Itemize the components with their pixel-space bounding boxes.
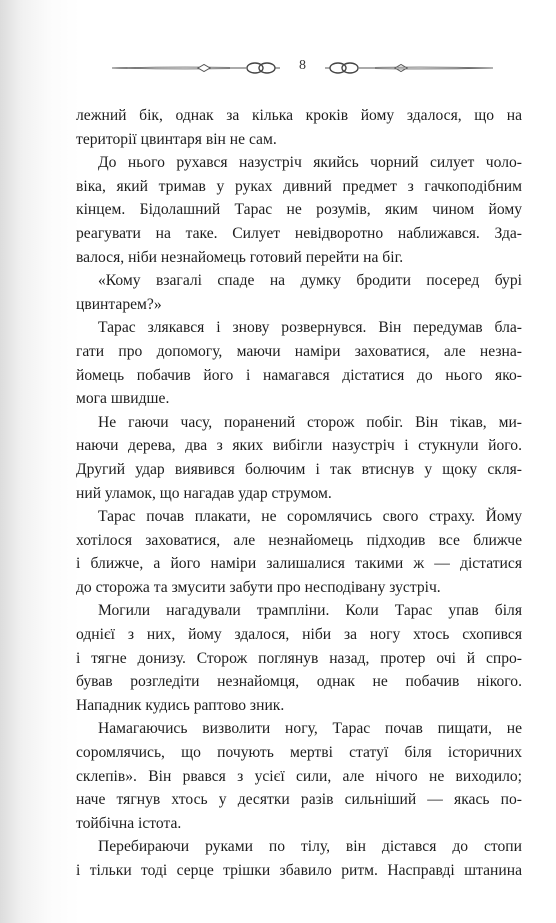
- text-line: і ближче, а його наміри залишалися такими ж — дістатися: [76, 555, 522, 573]
- text-line: Могили нагадували трампліни. Коли Тарас упав біля: [98, 602, 522, 620]
- text-line: наючи дерева, два з яких вибігли назустріч і стукнули його.: [76, 437, 522, 455]
- body-text: [76, 104, 522, 883]
- text-line: віка, який тримав у руках дивний предмет з гачкоподібним: [76, 177, 522, 195]
- text-line: території цвинтаря він не сам.: [76, 130, 277, 148]
- page-number: 8: [299, 58, 306, 73]
- text-line: До нього рухався назустріч якийсь чорний силует чоло-: [98, 154, 522, 172]
- page-header: [110, 56, 490, 80]
- text-line: Не гаючи часу, поранений сторож побіг. Він тікав, ми-: [98, 413, 522, 431]
- flourish-ornament-left-icon: [110, 56, 280, 80]
- text-line: «Кому взагалі спаде на думку бродити посеред бурі: [98, 272, 522, 290]
- text-line: тойбічна істота.: [76, 814, 182, 832]
- text-line: валося, ніби незнайомець готовий перейти на біг.: [76, 248, 404, 266]
- flourish-ornament-right-icon: [325, 56, 495, 80]
- text-line: Тарас злякався і знову розвернувся. Він передумав бла-: [98, 319, 522, 337]
- text-line: наче тягнув хтось у десятки разів сильніший — якась по-: [76, 791, 522, 809]
- text-line: хотілося заховатися, але незнайомець підходив все ближче: [76, 531, 522, 549]
- text-line: цвинтарем?»: [76, 295, 162, 313]
- text-line: Тарас почав плакати, не соромлячись свого страху. Йому: [98, 508, 522, 526]
- text-line: йомець побачив його і намагався дістатися до нього яко-: [76, 366, 522, 384]
- text-line: Нападник кудись раптово зник.: [76, 696, 285, 714]
- text-line: склепів». Він рвався з усієї сили, але нічого не виходило;: [76, 767, 522, 785]
- text-line: мога швидше.: [76, 390, 170, 408]
- text-line: бував розгледіти незнайомця, однак не побачив нікого.: [76, 673, 522, 691]
- text-line: однієї з них, йому здалося, ніби за ногу хтось схопився: [76, 626, 522, 644]
- text-line: кінцем. Бідолашний Тарас не розумів, яким чином йому: [76, 201, 522, 219]
- text-line: Перебираючи руками по тілу, він дістався до стопи: [98, 838, 522, 856]
- text-line: до сторожа та змусити забути про несподівану зустріч.: [76, 578, 441, 596]
- text-line: Намагаючись визволити ногу, Тарас почав пищати, не: [98, 720, 522, 738]
- text-line: лежний бік, однак за кілька кроків йому здалося, що на: [76, 107, 522, 124]
- text-line: і тягне донизу. Сторож поглянув назад, протер очі й спро-: [76, 649, 522, 667]
- text-line: реагувати на таке. Силует невідворотно наближався. Зда-: [76, 224, 522, 242]
- text-line: і тільки тоді серце трішки збавило ритм. Насправді штанина: [76, 862, 522, 879]
- text-line: гати про допомогу, маючи наміри заховатися, але незна-: [76, 342, 522, 360]
- text-line: соромлячись, що почують мертві статуї біля історичних: [76, 744, 522, 762]
- text-line: ний уламок, що нагадав удар струмом.: [76, 484, 332, 502]
- text-line: Другий удар виявився болючим і так втиснув у щоку скля-: [76, 460, 522, 478]
